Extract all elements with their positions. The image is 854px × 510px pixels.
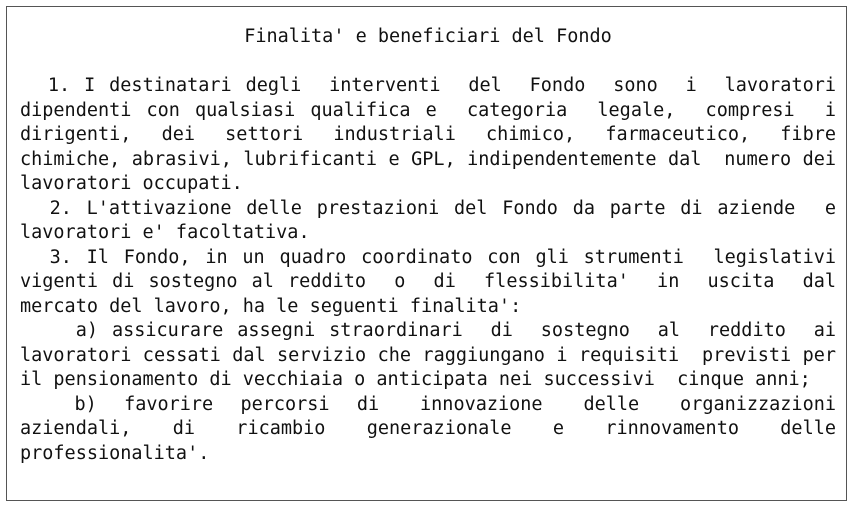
subitem-a: a) assicurare assegni straordinari di sostegno al reddito ai lavoratori cessati dal servizio che raggiungano i requisiti previsti per il pensionamento di vecchiaia o anticipata nei successivi cinque anni; [20,320,848,390]
document-frame [6,6,847,501]
paragraph-1: 1. I destinatari degli interventi del Fondo sono i lavoratori dipendenti con qualsiasi qualifica e categoria legale, compresi i dirigenti, dei settori industriali chimico, farmaceutico, fibre chimiche, abrasivi, lubrificanti e GPL, indipendentemente dal numero dei lavoratori occupati. [20,75,848,194]
document-title: Finalita' e beneficiari del Fondo [244,26,612,47]
paragraph-3: 3. Il Fondo, in un quadro coordinato con gli strumenti legislativi vigenti di sostegno al reddito o di flessibilita' in uscita dal mercato del lavoro, ha le seguenti finalita': [20,246,848,317]
paragraph-2: 2. L'attivazione delle prestazioni del Fondo da parte di aziende e lavoratori e' facoltativa. [20,197,848,243]
subitem-b: b) favorire percorsi di innovazione delle organizzazioni aziendali, di ricambio generazionale e rinnovamento delle professionalita'. [20,393,848,464]
document-body [20,25,848,466]
